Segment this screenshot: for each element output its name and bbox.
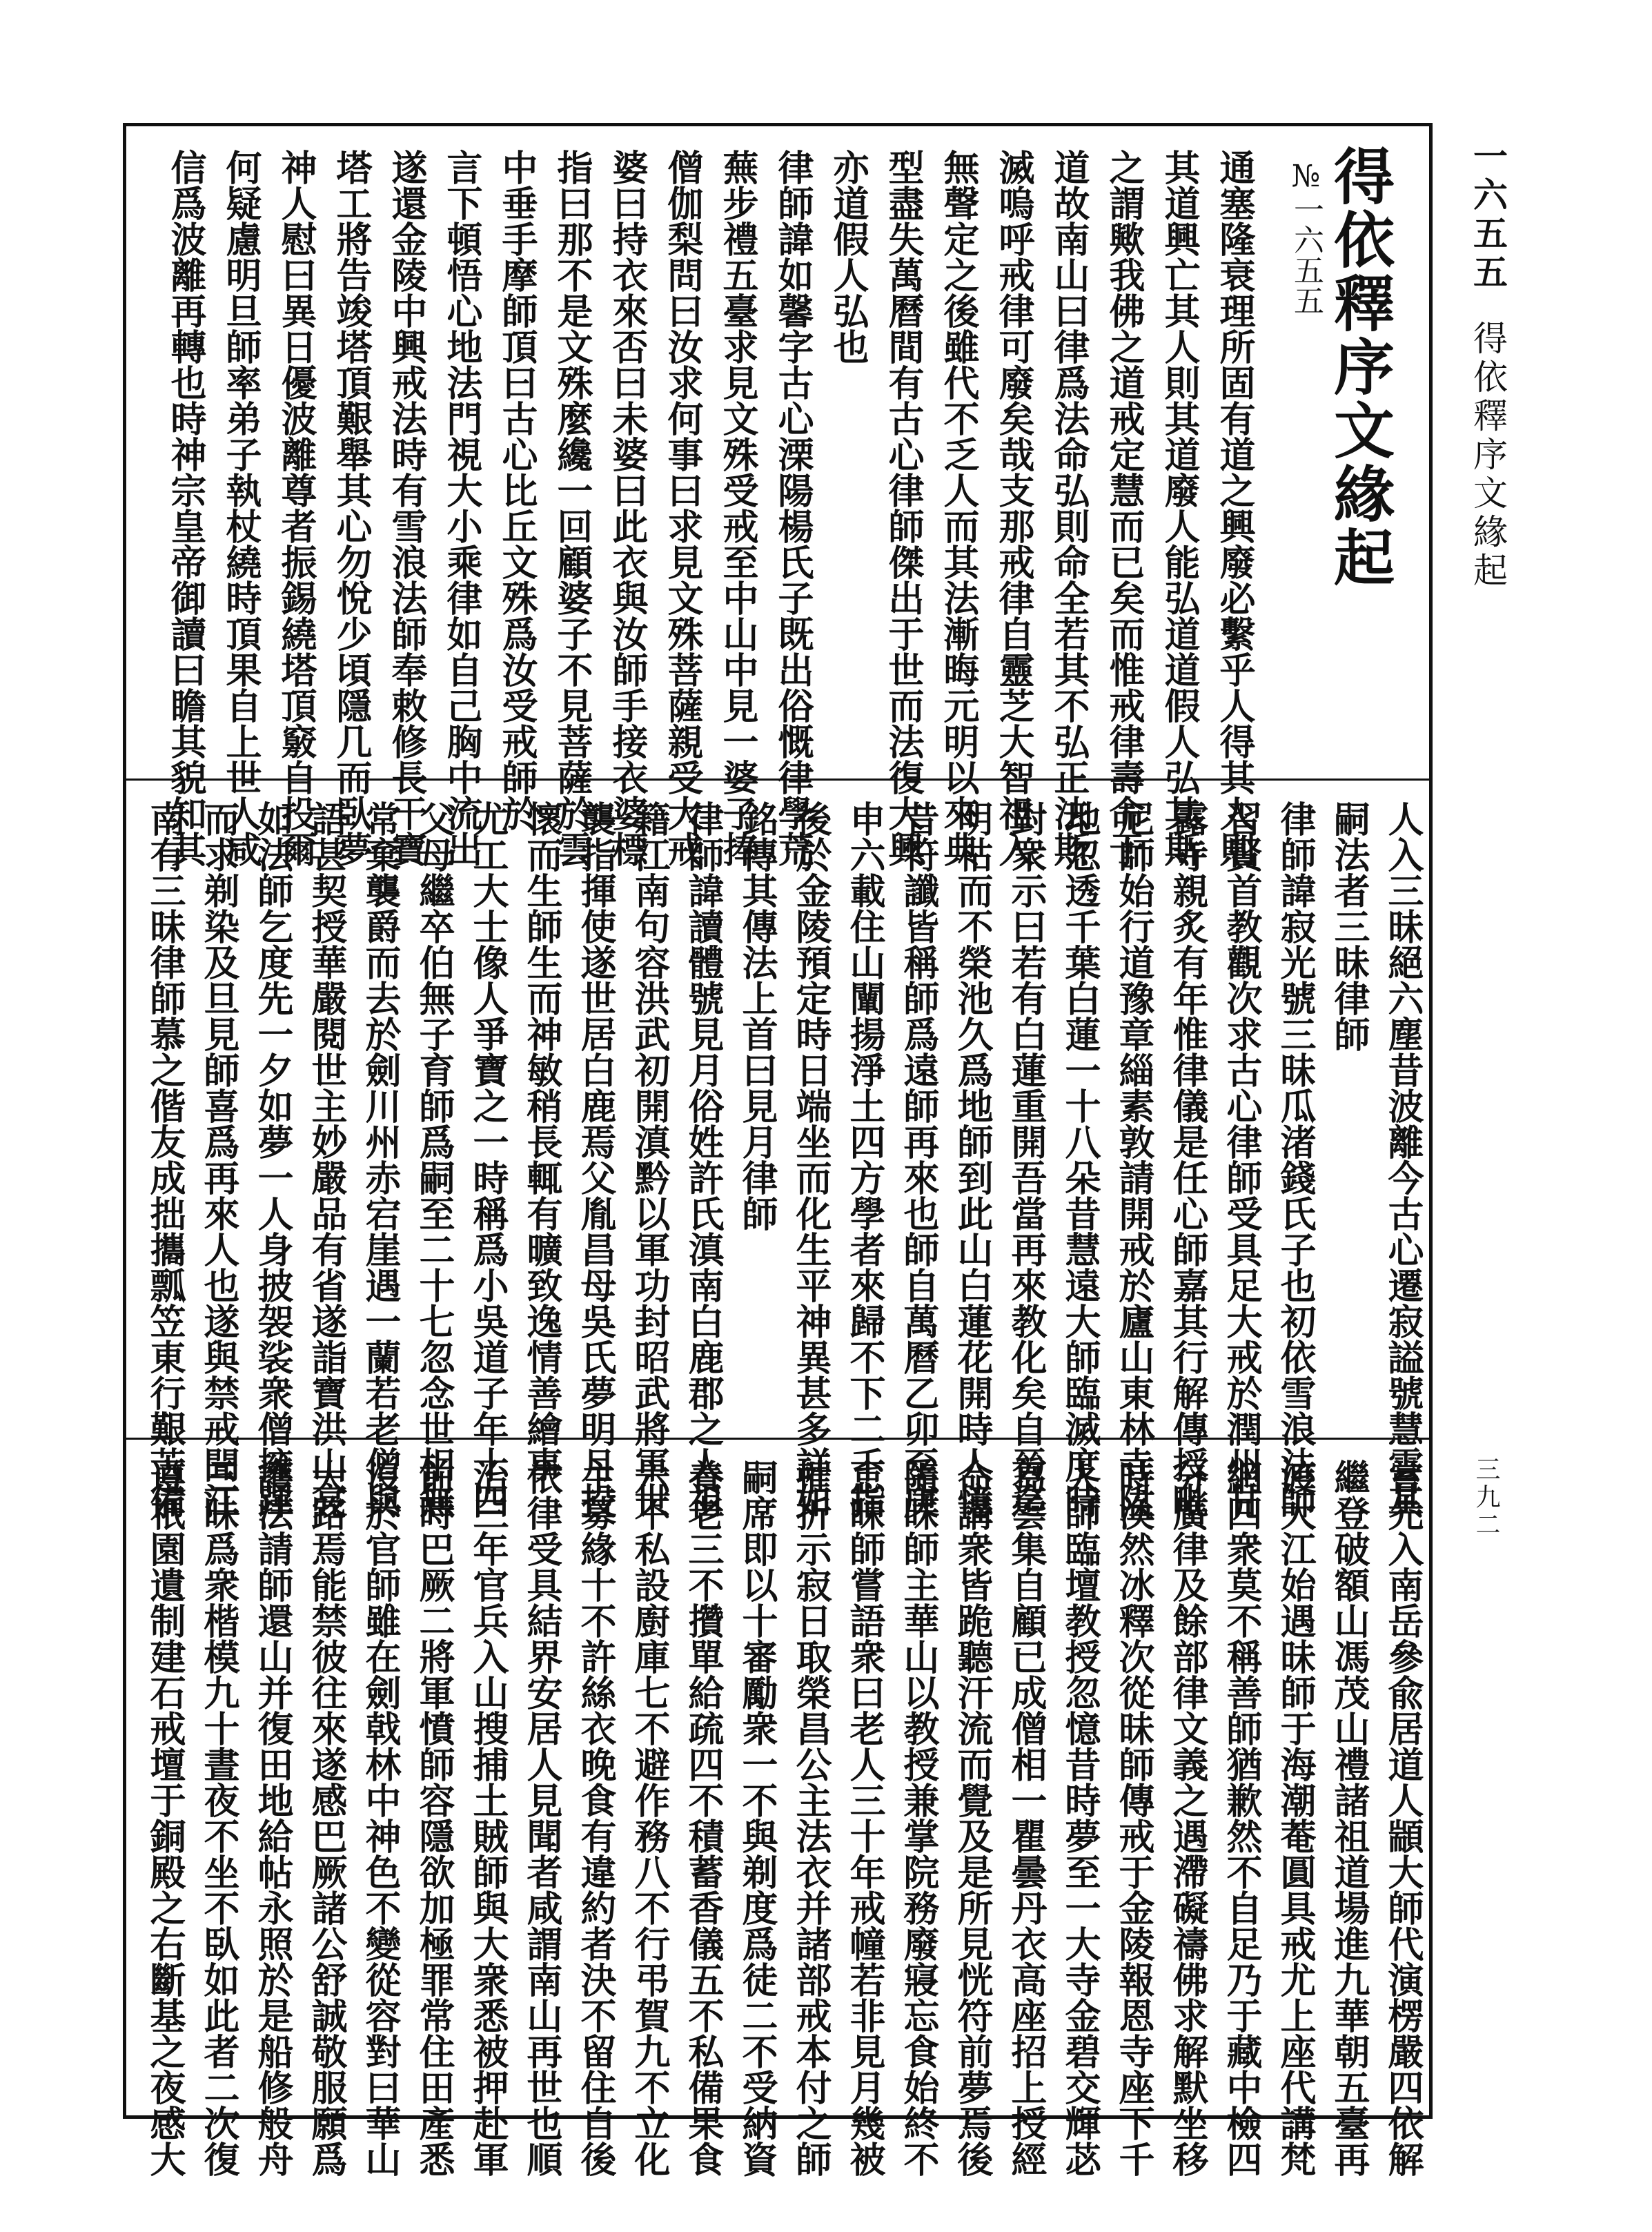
text-column: 人師臨壇教授忽憶昔時夢至一大寺金碧交輝苾 [1059, 1459, 1101, 2177]
text-column: 亦道假人弘也 [827, 149, 869, 364]
text-column: 尼師始行道豫章緇素敦請開戒於廬山東林寺陞 [1112, 801, 1154, 1518]
text-column: 露寺親炙有年惟律儀是任心師嘉其行解傳授毗 [1166, 801, 1208, 1518]
text-column: 其道興亡其人則其道廢人能弘道道假人弘其斯 [1158, 149, 1200, 867]
text-column: 申六載住山闡揚淨土四方學者來歸不下二千指 [843, 801, 885, 1518]
text-column: 護法請師還山并復田地給帖永照於是船修般舟 [251, 1459, 293, 2177]
text-column: 明枯而不榮池久爲地師到此山白蓮花開時人憶 [951, 801, 993, 1518]
text-column: 通塞隆衰理所固有道之興廢必繫乎人得其人則 [1213, 149, 1255, 867]
text-column: 言下頓悟心地法門視大小乘律如自己胸中流出 [440, 149, 482, 867]
text-column: 僧伽梨問曰汝求何事曰求見文殊菩薩親受大戒 [661, 149, 703, 867]
text-column: 常棄襲爵而去於劍川州赤宕崖遇一蘭若老僧與 [359, 801, 401, 1518]
running-title: 得依釋序文緣起 [1468, 320, 1508, 591]
text-column: 昔符讖皆稱師爲遠師再來也師自萬曆乙卯至庚 [897, 801, 939, 1518]
text-column: 主募緣十不許絲衣晚食有違約者決不留住自後 [574, 1459, 616, 2177]
text-column: 塔工將告竣塔頂艱舉其心勿悅少頃隱几而臥夢 [330, 149, 372, 867]
text-column: 尤工大士像人爭寶之一時稱爲小吳道子年十四 [466, 801, 509, 1518]
text-column: 蕪步禮五臺求見文殊受戒至中山中見一婆子捧 [716, 149, 758, 867]
text-column: 前時巴厥二將軍憤師容隱欲加極罪常住田產悉 [413, 1459, 455, 2177]
text-column: 而求剃染及旦見師喜爲再來人也遂與禁戒聞江 [197, 801, 239, 1518]
text-column: 命講衆皆跪聽汗流而覺及是所見恍符前夢焉後 [951, 1459, 993, 2177]
text-column: 六不私設廚庫七不避作務八不行弔賀九不立化 [628, 1459, 670, 2177]
text-column: 之謂歟我佛之道戒定慧而已矣而惟戒律壽命于 [1103, 149, 1145, 867]
text-column: 怠昧師嘗語衆曰老人三十年戒幢若非見月幾被 [843, 1459, 885, 2177]
text-column: 繼登破額山馮茂山禮諸祖道場進九華朝五臺再 [1328, 1459, 1370, 2177]
text-column: 滅嗚呼戒律可廢矣哉支那戒律自靈芝大智祖入 [992, 149, 1034, 867]
text-column: 道故南山曰律爲法命弘則命全若其不弘正法斯 [1048, 149, 1090, 867]
text-column: 籍江南句容洪武初開滇黔以軍功封昭武將軍世 [628, 801, 670, 1518]
margin-header [1463, 138, 1513, 690]
text-column: 中垂手摩師頂曰古心比丘文殊爲汝受戒師於 [495, 149, 538, 831]
text-column: 信爲波離再轉也時神宗皇帝御讀曰瞻其貌知其 [164, 149, 206, 867]
text-column: 大路焉能禁彼往來遂感巴厥諸公舒誠敬服願爲 [305, 1459, 347, 2177]
text-column: 人入三昧絕六塵昔波離今古心遷寂謚號慧雲其 [1381, 801, 1424, 1518]
text-column: 何疑慮明旦師率弟子執杖繞時頂果自上世人咸 [219, 149, 262, 867]
text-column: 律師諱寂光號三昧瓜渚錢氏子也初依雪浪法師 [1274, 801, 1316, 1518]
text-column: 沒於官師雖在劍戟林中神色不變從容對曰華山 [359, 1459, 401, 2177]
text-column: 治三年官兵入山搜捕土賊師與大衆悉被押赴軍 [466, 1459, 509, 2177]
text-column: 律師諱讀體號見月俗姓許氏滇南白鹿郡之人祖 [682, 801, 724, 1518]
text-column: 渡大江始遇昧師于海潮菴圓具戒尤上座代講梵 [1274, 1459, 1316, 2177]
text-column: 分廣律及餘部律文義之遇滯礙禱佛求解默坐移 [1166, 1459, 1208, 2177]
text-column: 隨昧師主華山以教授兼掌院務廢寢忘食始終不 [897, 1459, 939, 2177]
text-column: 無聲定之後雖代不乏人而其法漸晦元明以來典 [937, 149, 979, 867]
text-column: 父母繼卒伯無子育師爲嗣至二十七忽念世相無 [413, 801, 455, 1518]
text-column: 依律受具結界安居人見聞者咸謂南山再世也順 [520, 1459, 562, 2177]
text-column: 婆曰持衣來否曰未婆曰此衣與汝師手接衣婆標 [606, 149, 648, 867]
text-column: 後於金陵預定時日端坐而化生平神異甚多詳如 [789, 801, 832, 1518]
text-column: 指曰那不是文殊麼纔一回顧婆子不見菩薩於雲 [551, 149, 593, 867]
text-column: 神人慰曰異日優波離尊者振錫繞塔頂竅自投爾 [275, 149, 317, 867]
text-column: 嗣席即以十審勵衆一不與剃度爲徒二不受納資 [736, 1459, 778, 2177]
text-column: 時渙然冰釋次從昧師傳戒于金陵報恩寺座下千 [1112, 1459, 1154, 2177]
text-column: 嗣法者三昧律師 [1328, 801, 1370, 1052]
text-column: 南有三昧律師慕之偕友成拙攜瓢笠東行艱苦備 [144, 801, 186, 1518]
text-column: 習賢首教觀次求古心律師受具足大戒於潤州甘 [1220, 801, 1262, 1518]
text-column: 遵祇園遺制建石戒壇于銅殿之右斷基之夜感大 [144, 1459, 186, 2177]
text-column: 律師諱如馨字古心溧陽楊氏子既出俗慨律學荒 [771, 149, 814, 867]
text-column: 對衆示曰若有白蓮重開吾當再來教化矣自晉迄 [1005, 801, 1047, 1518]
doc-number: №一六五五 [1288, 159, 1324, 315]
text-column: 摧折示寂日取榮昌公主法衣并諸部戒本付之師 [789, 1459, 832, 2177]
text-column: 芻雲集自顧已成僧相一瞿曇丹衣高座招上授經 [1005, 1459, 1047, 2177]
text-column: 型盡失萬曆間有古心律師傑出于世而法復大興 [882, 149, 924, 867]
text-column: 銘傳其傳法上首曰見月律師 [736, 801, 778, 1231]
text-column: 襲指揮使遂世居白鹿焉父胤昌母吳氏夢明月投 [574, 801, 616, 1518]
text-column: 地忽透千葉白蓮一十八朵昔慧遠大師臨滅度時 [1059, 801, 1101, 1518]
text-column: 網四衆莫不稱善師猶歉然不自足乃于藏中檢四 [1220, 1459, 1262, 2177]
page-number: 三九二 [1472, 1456, 1500, 1539]
text-column: 嘗先入南岳參兪居道人顓大師代演楞嚴四依解 [1381, 1459, 1424, 2177]
volume-number: 一六五五 [1468, 138, 1508, 293]
text-column: 三昧爲衆楷模九十晝夜不坐不臥如此者二次復 [197, 1459, 239, 2177]
text-column: 語甚契授華嚴閱世主妙嚴品有省遂詣寶洪山亮 [305, 801, 347, 1518]
text-column: 懷而生師生而神敏稍長輒有曠致逸情善繪事 [520, 801, 562, 1482]
text-column: 如法師乞度先一夕如夢一人身披袈裟衆僧擁蹕 [251, 801, 293, 1518]
text-column: 遂還金陵中興戒法時有雪浪法師奉敕修長干寶 [385, 149, 427, 867]
text-column: 養老三不攢單給疏四不積蓄香儀五不私備果食 [682, 1459, 724, 2177]
page-title: 得依釋序文緣起 [1324, 145, 1396, 589]
